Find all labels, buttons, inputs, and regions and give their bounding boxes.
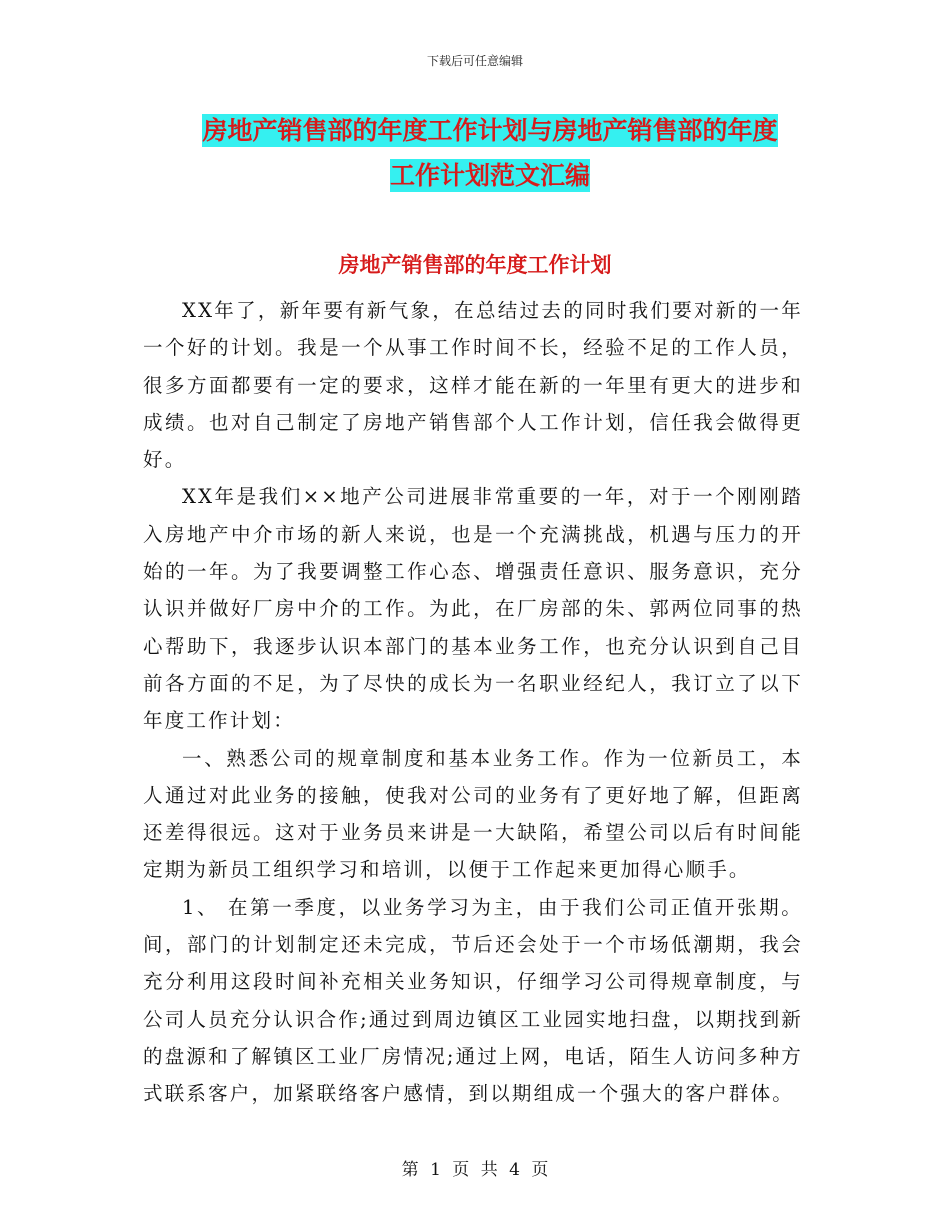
- body-paragraph: 1、 在第一季度，以业务学习为主，由于我们公司正值开张期。间，部门的计划制定还未完成，节后还会处于一个市场低潮期，我会充分利用这段时间补充相关业务知识，仔细学习公司得规章制度，与公司人员充分认识合作;通过到周边镇区工业园实地扫盘，以期找到新的盘源和了解镇区工业厂房情况;通过上网，电话，陌生人访问多种方式联系客户，加紧联络客户感情，到以期组成一个强大的客户群体。: [143, 895, 803, 1106]
- body-paragraph: XX年了，新年要有新气象，在总结过去的同时我们要对新的一年一个好的计划。我是一个从事工作时间不长，经验不足的工作人员，很多方面都要有一定的要求，这样才能在新的一年里有更大的进步和成绩。也对自己制定了房地产销售部个人工作计划，信任我会做得更好。: [143, 299, 803, 472]
- page-header-note: 下载后可任意编辑: [426, 54, 523, 68]
- document-title-line-1: 房地产销售部的年度工作计划与房地产销售部的年度: [202, 116, 778, 145]
- page-number-footer: 第 1 页 共 4 页: [401, 1160, 549, 1180]
- document-title: [140, 108, 840, 198]
- document-title-line-2: 工作计划范文汇编: [389, 161, 590, 190]
- section-title: 房地产销售部的年度工作计划: [338, 253, 612, 277]
- body-paragraph: XX年是我们××地产公司进展非常重要的一年，对于一个刚刚踏入房地产中介市场的新人来说，也是一个充满挑战，机遇与压力的开始的一年。为了我要调整工作心态、增强责任意识、服务意识，充分认识并做好厂房中介的工作。为此，在厂房部的朱、郭两位同事的热心帮助下，我逐步认识本部门的基本业务工作，也充分认识到自己目前各方面的不足，为了尽快的成长为一名职业经纪人，我订立了以下年度工作计划：: [143, 485, 803, 733]
- document-body: [143, 292, 803, 1113]
- body-paragraph: 一、熟悉公司的规章制度和基本业务工作。作为一位新员工，本人通过对此业务的接触，使我对公司的业务有了更好地了解，但距离还差得很远。这对于业务员来讲是一大缺陷，希望公司以后有时间能定期为新员工组织学习和培训，以便于工作起来更加得心顺手。: [143, 746, 803, 882]
